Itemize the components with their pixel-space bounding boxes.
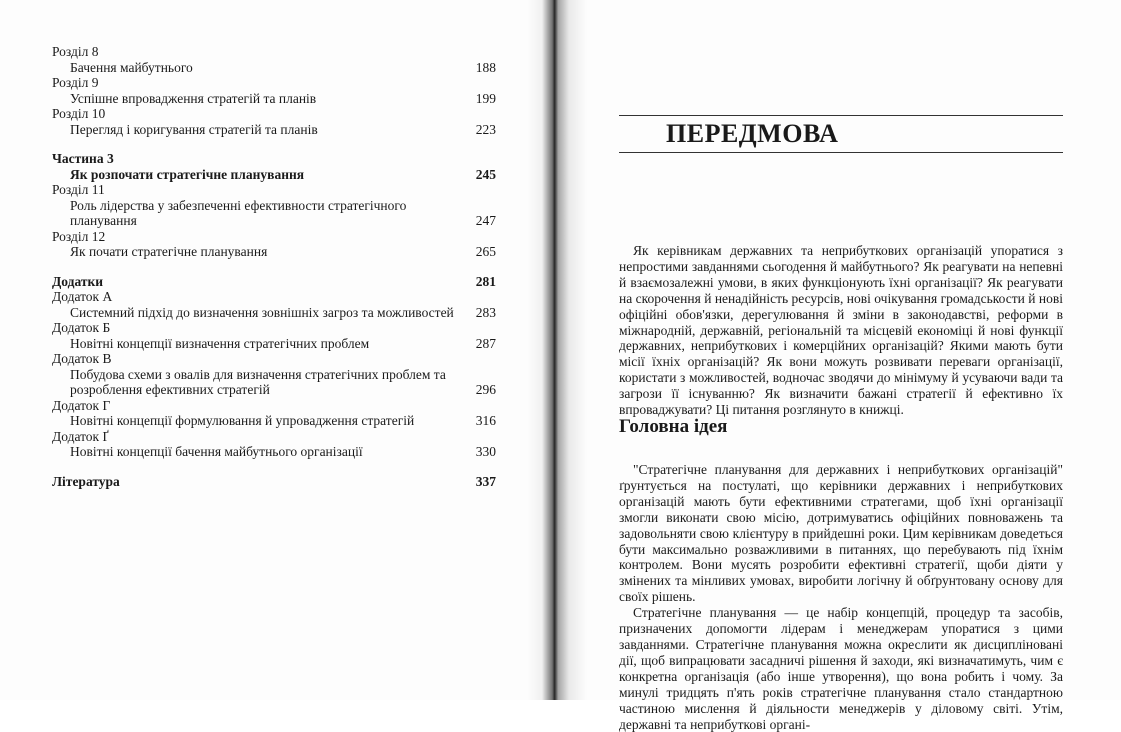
- toc-page-number: 316: [475, 413, 496, 428]
- toc-appendix-title: Новітні концепції бачення майбутнього організації: [70, 444, 363, 459]
- table-of-contents: [52, 44, 496, 489]
- toc-chapter-label: Розділ 10: [52, 106, 106, 121]
- toc-chapter-title: Роль лідерства у забезпеченні ефективности стратегічного планування: [70, 197, 407, 228]
- toc-appendix-title: Новітні концепції визначення стратегічних проблем: [70, 335, 370, 351]
- toc-chapter-line: [52, 122, 496, 138]
- toc-chapter-label: Розділ 12: [52, 228, 106, 244]
- toc-chapter-title: Успішне впровадження стратегій та планів: [70, 90, 317, 106]
- preface-title: ПЕРЕДМОВА: [666, 119, 839, 148]
- toc-page-number: 247: [475, 213, 496, 228]
- toc-chapter-label: Розділ 9: [52, 75, 99, 90]
- toc-page-number: 245: [475, 166, 496, 182]
- intro-paragraph: Як керівникам державних та неприбуткових організацій упоратися з непростими завданнями сьогодення й майбутнього? Як реагувати на непевні й взаємозалежні умови, в яких функціонують їхні організації? Як реагувати на скорочення й ненадійність ресурсів, нові очікування громадськости й нові офіційні обов'язки, дерегулювання й зміни в законодавстві, реформи в міжнародній, державній, регіональній та місцевій економіці й нові функції державних, неприбуткових і комерційних організацій? Якими мають бути місії їхніх організацій? Як вони можуть розвивати переваги організації, користати з можливостей, водночас зводячи до мінімуму й усуваючи вади та загрози її існуванню? Як визначити бажані стратегії й ефективно їх впроваджувати? Ці питання розглянуто в книжці.: [619, 243, 1063, 418]
- title-bottom-rule: [619, 152, 1063, 153]
- toc-entry-chapter-10: [52, 106, 496, 137]
- toc-appendix-title: Новітні концепції формулювання й упровадження стратегій: [70, 413, 415, 428]
- preface-body: [619, 462, 1063, 732]
- toc-chapter-label: Розділ 11: [52, 182, 105, 197]
- toc-entry-chapter-8: [52, 44, 496, 75]
- toc-appendix-line: [52, 305, 496, 321]
- toc-appendix-line: [52, 413, 496, 429]
- toc-chapter-line: [52, 244, 496, 260]
- toc-page-number: 199: [475, 90, 496, 106]
- toc-chapter-title: Як почати стратегічне планування: [70, 244, 268, 259]
- toc-part-3: [52, 151, 496, 260]
- toc-appendix-title: Системний підхід до визначення зовнішніх загроз та можливостей: [70, 304, 454, 320]
- toc-page-number: 281: [475, 273, 496, 289]
- toc-page-number: 337: [475, 473, 496, 489]
- toc-literature: [52, 474, 496, 490]
- toc-appendix-line: [52, 444, 496, 460]
- toc-part-title: Як розпочати стратегічне планування: [70, 166, 305, 182]
- toc-appendices: [52, 274, 496, 460]
- toc-appendix-label: Додаток В: [52, 351, 112, 366]
- toc-appendix-title: Побудова схеми з овалів для визначення стратегічних проблем та розроблення ефективних стратегій: [70, 366, 446, 397]
- toc-entry-chapter-9: [52, 75, 496, 106]
- toc-appendix-label: Додаток Ґ: [52, 428, 109, 444]
- toc-page-number: 296: [475, 382, 496, 397]
- toc-page-number: 223: [475, 121, 496, 137]
- right-page: [549, 0, 1121, 732]
- toc-appendix-label: Додаток Г: [52, 397, 111, 413]
- section-heading: Головна ідея: [619, 416, 728, 437]
- toc-page-number: 188: [475, 59, 496, 75]
- body-paragraph-1: "Стратегічне планування для державних і неприбуткових організацій" ґрунтується на постулаті, що керівники державних і неприбуткових організацій мають бути ефективними стратегами, щоб їхні організації змогли виконати свою місію, дотримуватись офіційних повноважень та задовольняти свою клієнтуру в прийдешні роки. Цим керівникам доведеться бути максимально розважливими в питаннях, що перебувають під їхнім контролем. Вони мусять розробити ефективні стратегії, щоби діяти у змінених та мінливих умовах, виробити логічну й обґрунтовану основу для своїх рішень.: [619, 462, 1063, 605]
- toc-part-label: Частина 3: [52, 151, 114, 166]
- toc-part-line: [52, 167, 496, 183]
- toc-page-number: 265: [475, 244, 496, 259]
- toc-appendices-title: Додатки: [52, 273, 104, 289]
- toc-appendices-line: [52, 274, 496, 290]
- preface-intro: [619, 243, 1063, 418]
- toc-literature-line: [52, 474, 496, 490]
- toc-chapter-line: [52, 60, 496, 76]
- toc-chapter-title: Перегляд і коригування стратегій та планів: [70, 121, 318, 137]
- toc-page-number: 287: [475, 335, 496, 351]
- toc-appendix-label: Додаток А: [52, 289, 113, 304]
- left-page: [0, 0, 549, 700]
- toc-chapter-title: Бачення майбутнього: [70, 59, 193, 75]
- title-top-rule: [619, 115, 1063, 116]
- toc-appendix-label: Додаток Б: [52, 320, 111, 335]
- toc-appendix-line: [52, 336, 496, 352]
- toc-page-number: 330: [475, 444, 496, 459]
- toc-page-number: 283: [475, 304, 496, 320]
- toc-chapter-line: [52, 198, 496, 229]
- toc-chapter-line: [52, 91, 496, 107]
- toc-appendix-line: [52, 367, 496, 398]
- toc-chapter-label: Розділ 8: [52, 44, 99, 59]
- toc-literature-title: Література: [52, 473, 120, 489]
- body-paragraph-2: Стратегічне планування — це набір концепцій, процедур та засобів, призначених допомогти лідерам і менеджерам упоратися з цими завданнями. Стратегічне планування можна окреслити як дисципліновані дії, щоб випрацювати засадничі рішення й заходи, які визначатимуть, чим є конкретна організація (або інше утворення), що вона робить і чому. За минулі тридцять п'ять років стратегічне планування стало стандартною частиною мислення й діяльности менеджерів у діловому світі. Утім, державні та неприбуткові органі-: [619, 605, 1063, 732]
